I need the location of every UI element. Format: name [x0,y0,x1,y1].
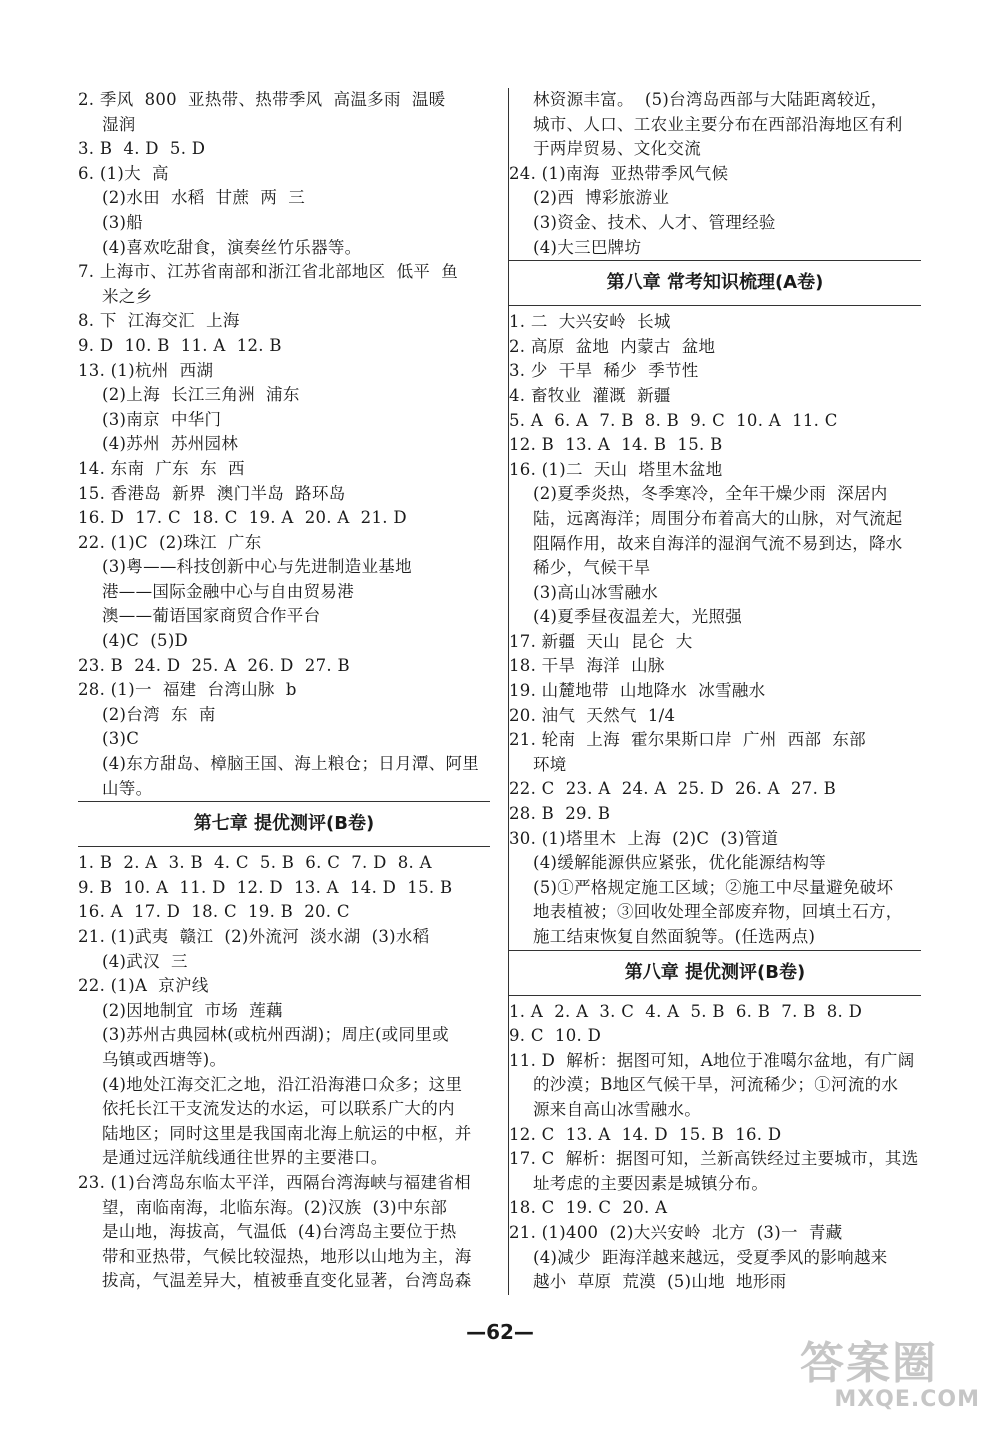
page-number: —62— [466,1320,534,1344]
answer-line: 9. D 10. B 11. A 12. B [78,335,282,355]
section-heading: 第七章 提优测评(B卷) [193,813,375,835]
answer-line: 22. (1)C (2)珠江 广东 [78,532,262,552]
answer-line: 23. B 24. D 25. A 26. D 27. B [78,655,350,675]
answer-line: 1. 二 大兴安岭 长城 [509,312,671,332]
answer-line: 17. C 解析：据图可知，兰新高铁经过主要城市，其选 [509,1149,919,1169]
answer-line: 19. 山麓地带 山地降水 冰雪融水 [509,681,766,701]
answer-line: 越小 草原 荒漠 (5)山地 地形雨 [533,1272,787,1292]
answer-line: 23. (1)台湾岛东临太平洋，西隔台湾海峡与福建省相 [78,1172,471,1192]
answer-line: (5)①严格规定施工区域；②施工中尽量避免破坏 [533,877,894,897]
answer-line: 9. B 10. A 11. D 12. D 13. A 14. D 15. B [78,877,453,897]
answer-line: (3)苏州古典园林(或杭州西湖)；周庄(或同里或 [102,1025,449,1045]
answer-line: 22. C 23. A 24. A 25. D 26. A 27. B [509,779,837,799]
answer-line: (4)武汉 三 [102,951,188,971]
answer-line: (3)船 [102,212,144,232]
answer-line: 16. D 17. C 18. C 19. A 20. A 21. D [78,508,407,528]
answer-line: (4)地处江海交汇之地，沿江沿海港口众多；这里 [102,1074,463,1094]
answer-line: 3. B 4. D 5. D [78,139,206,159]
answer-line: 21. (1)武夷 赣江 (2)外流河 淡水湖 (3)水稻 [78,927,430,946]
answer-line: 地表植被；③回收处理全部废弃物，回填土石方， [533,902,903,922]
answer-line: (3)C [102,729,140,749]
answer-line: (2)夏季炎热，冬季寒冷，全年干燥少雨 深居内 [533,484,888,504]
answer-line: (4)喜欢吃甜食，演奏丝竹乐器等。 [102,237,362,257]
answer-line: (3)高山冰雪融水 [533,582,659,602]
answer-line: 的沙漠；B地区气候干旱，河流稀少；①河流的水 [533,1075,899,1095]
answer-line: (3)资金、技术、人才、管理经验 [533,212,776,232]
section-heading: 第八章 常考知识梳理(A卷) [606,272,824,294]
answer-line: 8. 下 江海交汇 上海 [78,311,240,331]
answer-line: 13. (1)杭州 西湖 [78,360,214,380]
answer-line: 环境 [533,754,567,774]
answer-line: 30. (1)塔里木 上海 (2)C (3)管道 [509,828,779,848]
answer-line: 阻隔作用，故来自海洋的湿润气流不易到达，降水 [533,533,903,553]
section-divider [78,801,490,802]
answer-line: 14. 东南 广东 东 西 [78,458,245,478]
section-divider [78,846,490,847]
section-divider [509,260,921,261]
answer-line: 山等。 [102,778,153,798]
answer-line: (4)C (5)D [102,631,189,651]
answer-line: 林资源丰富。 (5)台湾岛西部与大陆距离较近， [533,90,888,109]
answer-line: 陆，远离海洋；周围分布着高大的山脉，对气流起 [533,508,903,528]
answer-line: 2. 高原 盆地 内蒙古 盆地 [509,336,716,356]
answer-line: 16. A 17. D 18. C 19. B 20. C [78,902,350,922]
answer-line: 施工结束恢复自然面貌等。(任选两点) [533,927,816,946]
answer-line: (2)西 博彩旅游业 [533,188,670,208]
answer-line: 6. (1)大 高 [78,163,169,183]
answer-line: 9. C 10. D [509,1026,602,1046]
answer-line: 稀少，气候干旱 [533,558,651,578]
section-divider [509,995,921,996]
answer-line: 7. 上海市、江苏省南部和浙江省北部地区 低平 鱼 [78,262,459,282]
answer-line: 1. B 2. A 3. B 4. C 5. B 6. C 7. D 8. A [78,853,432,873]
answer-line: 11. D 解析：据图可知，A地位于准噶尔盆地，有广阔 [509,1050,915,1070]
answer-line: (3)南京 中华门 [102,409,222,429]
answer-line: 17. 新疆 天山 昆仑 大 [509,631,693,651]
answer-line: (4)大三巴牌坊 [533,237,642,257]
answer-line: (4)减少 距海洋越来越远，受夏季风的影响越来 [533,1247,888,1267]
answer-line: (2)水田 水稻 甘蔗 两 三 [102,188,306,208]
right-column [508,88,921,1295]
answer-line: (2)上海 长江三角洲 浦东 [102,385,300,405]
answer-line: 12. C 13. A 14. D 15. B 16. D [509,1124,782,1144]
answer-line: 16. (1)二 天山 塔里木盆地 [509,459,723,479]
answer-line: 5. A 6. A 7. B 8. B 9. C 10. A 11. C [509,410,838,430]
answer-line: 20. 油气 天然气 1/4 [509,705,676,725]
answer-line: 21. (1)400 (2)大兴安岭 北方 (3)一 青藏 [509,1222,843,1242]
answer-line: 18. 干旱 海洋 山脉 [509,656,665,676]
section-divider [509,305,921,306]
answer-line: (4)东方甜岛、樟脑王国、海上粮仓；日月潭、阿里 [102,754,480,774]
answer-line: 21. 轮南 上海 霍尔果斯口岸 广州 西部 东部 [509,730,866,750]
answer-line: (2)因地制宜 市场 莲藕 [102,1000,283,1020]
answer-line: 2. 季风 800 亚热带、热带季风 高温多雨 温暖 [78,90,446,109]
answer-line: 澳——葡语国家商贸合作平台 [102,606,321,626]
watermark-text: 答案圈 [800,1338,938,1389]
watermark-url: MXQE.COM [834,1387,980,1412]
answer-line: 米之乡 [102,286,153,306]
answer-line: 28. B 29. B [509,804,611,824]
answer-line: (4)夏季昼夜温差大，光照强 [533,607,743,627]
answer-line: 址考虑的主要因素是城镇分布。 [533,1173,769,1193]
answer-line: (3)粤——科技创新中心与先进制造业基地 [102,557,412,577]
left-column [78,88,490,1294]
answer-line: 于两岸贸易、文化交流 [533,139,701,159]
answer-line: 城市、人口、工农业主要分布在西部沿海地区有利 [533,114,903,134]
answer-line: 4. 畜牧业 灌溉 新疆 [509,385,671,405]
section-divider [509,950,921,951]
watermark-logo [800,1340,980,1420]
answer-line: 陆地区；同时这里是我国南北海上航运的中枢，并 [102,1123,472,1143]
answer-line: 湿润 [102,114,136,134]
answer-line: 1. A 2. A 3. C 4. A 5. B 6. B 7. B 8. D [509,1001,863,1021]
answer-line: (2)台湾 东 南 [102,704,216,724]
answer-line: 15. 香港岛 新界 澳门半岛 路环岛 [78,483,346,503]
answer-line: 24. (1)南海 亚热带季风气候 [509,163,729,183]
answer-line: 22. (1)A 京沪线 [78,976,209,996]
answer-line: 3. 少 干旱 稀少 季节性 [509,361,699,381]
answer-line: 望，南临南海，北临东海。(2)汉族 (3)中东部 [102,1197,448,1217]
answer-line: 28. (1)一 福建 台湾山脉 b [78,680,297,700]
answer-line: 港——国际金融中心与自由贸易港 [102,581,354,601]
answer-line: 乌镇或西塘等)。 [102,1049,227,1069]
answer-line: 18. C 19. C 20. A [509,1198,668,1218]
answer-line: 是山地，海拔高，气温低 (4)台湾岛主要位于热 [102,1222,457,1242]
answer-line: 依托长江干支流发达的水运，可以联系广大的内 [102,1099,455,1119]
answer-line: 源来自高山冰雪融水。 [533,1099,701,1119]
answer-line: (4)苏州 苏州园林 [102,434,239,454]
answer-line: 带和亚热带，气候比较湿热，地形以山地为主，海 [102,1246,472,1266]
answer-line: 是通过远洋航线通往世界的主要港口。 [102,1148,388,1168]
answer-line: 拔高，气温差异大，植被垂直变化显著，台湾岛森 [102,1271,472,1291]
answer-line: (4)缓解能源供应紧张，优化能源结构等 [533,853,827,873]
section-heading: 第八章 提优测评(B卷) [624,961,806,983]
answer-line: 12. B 13. A 14. B 15. B [509,435,723,455]
